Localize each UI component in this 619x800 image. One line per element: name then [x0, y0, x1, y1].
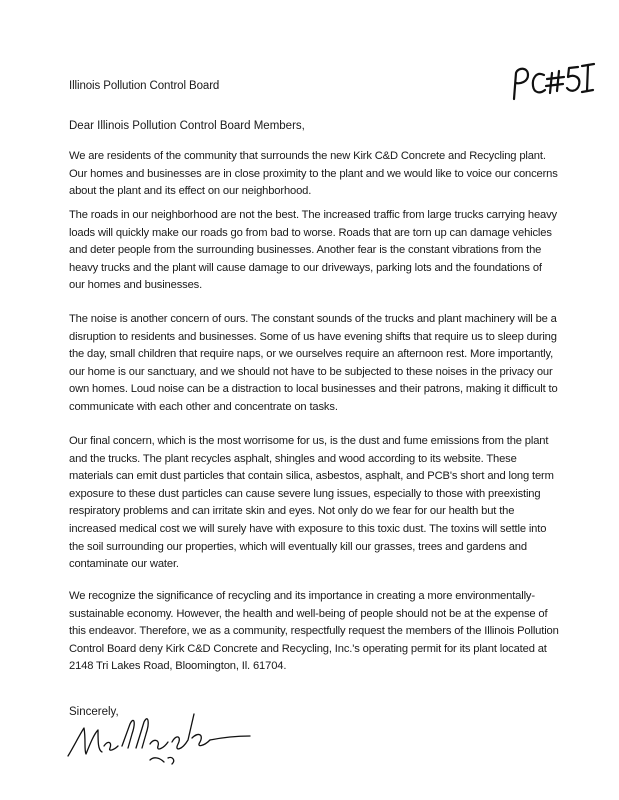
paragraph-request: We recognize the significance of recycling and its importance in creating a more environmentally-sustainable economy. However, the health and well-being of people should not be at the expense of this endeavor. Therefore, we as a community, respectfully request the members of the Illinois Pollution Control Board deny Kirk C&D Concrete and Recycling, Inc.'s operating permit for its plant located at 2148 Tri Lakes Road, Bloomington, Il. 61704.: [69, 590, 559, 673]
paragraph-intro: We are residents of the community that surrounds the new Kirk C&D Concrete and Recycling plant. Our homes and businesses are in close proximity to the plant and we would like to voice our concerns about the plant and its effect on our neighborhood.: [69, 150, 558, 198]
closing: Sincerely,: [69, 706, 119, 718]
salutation: Dear Illinois Pollution Control Board Members,: [69, 120, 305, 132]
handwritten-signature: [64, 700, 254, 770]
paragraph-noise: The noise is another concern of ours. The constant sounds of the trucks and plant machinery will be a disruption to residents and businesses. Some of us have evening shifts that require us to sleep during the day, small children that require naps, or we ourselves require an afternoon rest. More importantly, our home is our sanctuary, and we should not have to be subjected to these noises in the privacy our own homes. Loud noise can be a distraction to local businesses and their patrons, making it difficult to communicate with each other and concentrate on tasks.: [69, 313, 558, 413]
paragraph-roads: The roads in our neighborhood are not the best. The increased traffic from large trucks carrying heavy loads will quickly make our roads go from bad to worse. Roads that are torn up can damage vehicles and deter people from the surrounding businesses. Another fear is the constant vibrations from the heavy trucks and the plant will cause damage to our driveways, parking lots and the foundations of our homes and businesses.: [69, 209, 557, 292]
paragraph-dust: Our final concern, which is the most worrisome for us, is the dust and fume emissions from the plant and the trucks. The plant recycles asphalt, shingles and wood according to its website. These materials can emit dust particles that contain silica, asbestos, asphalt, and PCB's short and long term exposure to these dust particles can cause severe lung issues, especially to those with preexisting respiratory problems and can irritate skin and eyes. Not only do we fear for our health but the increased medical cost we will surely have with exposure to this toxic dust. The toxins will settle into the soil surrounding our properties, which will eventually kill our grasses, trees and gardens and contaminate our water.: [69, 435, 554, 571]
handwritten-stamp: [506, 55, 601, 105]
recipient-line: Illinois Pollution Control Board: [69, 80, 220, 92]
